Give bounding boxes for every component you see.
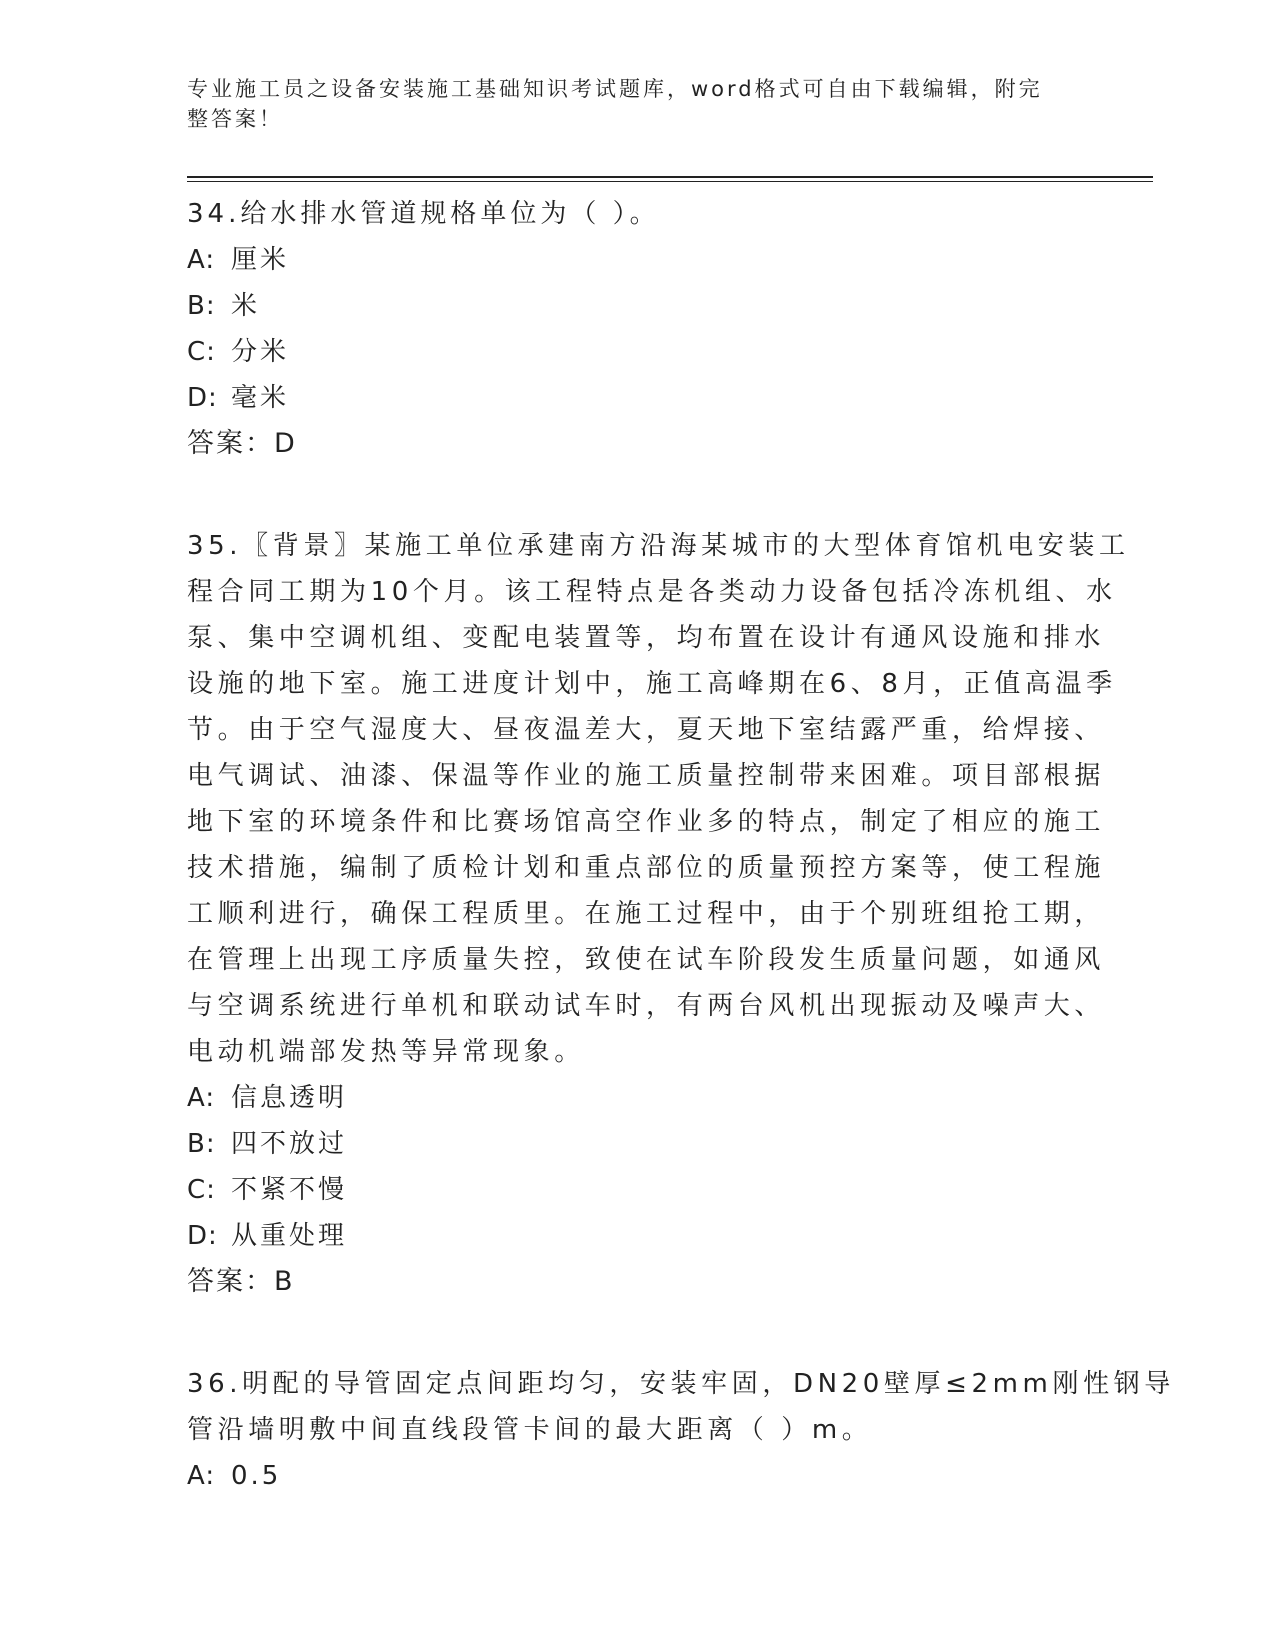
option-text: 从重处理 [231,1221,348,1251]
question-text-line: 工顺利进行，确保工程质里。在施工过程中，由于个别班组抢工期， [187,899,1106,929]
question-text-line: 程合同工期为10个月。该工程特点是各类动力设备包括冷冻机组、水 [187,577,1117,607]
option-c [187,1167,1087,1213]
answer-line: 答案：D [187,428,297,459]
option-d [187,1213,1087,1259]
question-text-line: 技术措施，编制了质检计划和重点部位的质量预控方案等，使工程施 [187,853,1106,883]
question-text-line: 管沿墙明敷中间直线段管卡间的最大距离（ ）m。 [187,1415,873,1445]
option-key: D: [187,383,218,413]
question-35-options [187,1075,1087,1305]
option-text: 毫米 [231,383,290,413]
option-key: B: [187,291,216,321]
option-key: A: [187,245,216,275]
option-key: A: [187,1461,216,1491]
option-text: 不紧不慢 [231,1175,348,1205]
option-d [187,375,1087,421]
question-36 [187,1361,1175,1453]
question-34 [187,191,1087,467]
question-35 [187,523,1130,1075]
option-text: 信息透明 [231,1083,348,1113]
option-a [187,237,1087,283]
header-divider-thick [187,176,1153,178]
header-divider-thin [187,181,1153,182]
option-a [187,1075,1087,1121]
question-text-line: 节。由于空气湿度大、昼夜温差大，夏天地下室结露严重，给焊接、 [187,715,1106,745]
question-text-line: 设施的地下室。施工进度计划中，施工高峰期在6、8月，正值高温季 [187,669,1117,699]
option-key: C: [187,337,216,367]
question-text-line: 电动机端部发热等异常现象。 [187,1037,585,1067]
option-b [187,283,1087,329]
option-text: 四不放过 [231,1129,348,1159]
header-line-2: 整答案！ [187,107,283,131]
option-b [187,1121,1087,1167]
option-text: 0.5 [231,1461,282,1491]
option-a [187,1453,1087,1499]
question-text-line: 在管理上出现工序质量失控，致使在试车阶段发生质量问题，如通风 [187,945,1106,975]
option-key: A: [187,1083,216,1113]
option-key: C: [187,1175,216,1205]
option-text: 分米 [231,337,290,367]
spacer [187,467,1087,523]
question-text-line: 34.给水排水管道规格单位为（ ）。 [187,199,660,229]
question-text-line: 与空调系统进行单机和联动试车时，有两台风机出现振动及噪声大、 [187,991,1106,1021]
answer-line: 答案：B [187,1266,295,1297]
option-text: 厘米 [231,245,290,275]
option-key: D: [187,1221,218,1251]
option-key: B: [187,1129,216,1159]
header-line-1: 专业施工员之设备安装施工基础知识考试题库，word格式可自由下载编辑，附完 [187,77,1043,101]
question-text-line: 电气调试、油漆、保温等作业的施工质量控制带来困难。项目部根据 [187,761,1106,791]
option-c [187,329,1087,375]
question-list [187,191,1175,1499]
spacer [187,1305,1087,1361]
option-text: 米 [231,291,261,321]
question-text-line: 泵、集中空调机组、变配电装置等，均布置在设计有通风设施和排水 [187,623,1106,653]
document-header [187,74,1067,134]
question-text-line: 地下室的环境条件和比赛场馆高空作业多的特点，制定了相应的施工 [187,807,1106,837]
question-text-line: 36.明配的导管固定点间距均匀，安装牢固，DN20壁厚≤2mm刚性钢导 [187,1369,1175,1399]
question-text-line: 35.〖背景〗某施工单位承建南方沿海某城市的大型体育馆机电安装工 [187,531,1130,561]
